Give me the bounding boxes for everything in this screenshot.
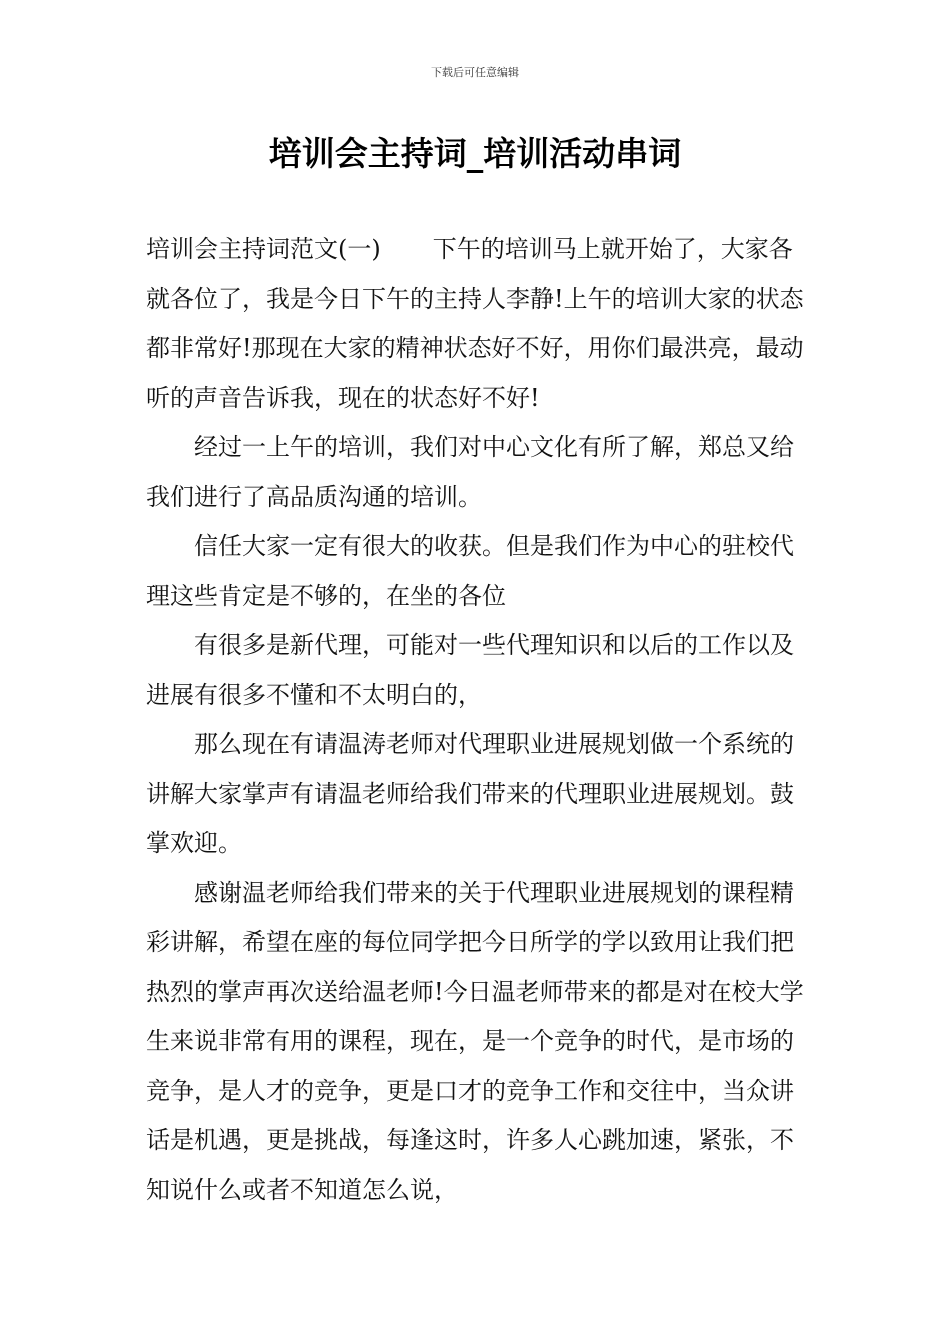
paragraph-6: 感谢温老师给我们带来的关于代理职业进展规划的课程精彩讲解，希望在座的每位同学把今日所学的学以致用让我们把热烈的掌声再次送给温老师!今日温老师带来的都是对在校大学生来说非常有用的课程，现在，是一个竞争的时代，是市场的竞争，是人才的竞争，更是口才的竞争工作和交往中，当众讲话是机遇，更是挑战，每逢这时，许多人心跳加速，紧张，不知说什么或者不知道怎么说， <box>146 878 804 1204</box>
header-note: 下载后可任意编辑 <box>431 66 519 79</box>
paragraph-5: 那么现在有请温涛老师对代理职业进展规划做一个系统的讲解大家掌声有请温老师给我们带来的代理职业进展规划。鼓掌欢迎。 <box>146 730 794 857</box>
paragraph-4: 有很多是新代理，可能对一些代理知识和以后的工作以及进展有很多不懂和不太明白的， <box>146 631 794 709</box>
document-title: 培训会主持词_培训活动串词 <box>268 134 682 173</box>
paragraph-2: 经过一上午的培训，我们对中心文化有所了解，郑总又给我们进行了高品质沟通的培训。 <box>146 433 794 511</box>
paragraph-1-text: 下午的培训马上就开始了，大家各就各位了，我是今日下午的主持人李静!上午的培训大家的状态都非常好!那现在大家的精神状态好不好，用你们最洪亮，最动听的声音告诉我，现在的状态好不好! <box>146 235 804 412</box>
paragraph-3: 信任大家一定有很大的收获。但是我们作为中心的驻校代理这些肯定是不够的，在坐的各位 <box>146 532 794 610</box>
document-body <box>146 225 806 1215</box>
paragraph-1-lead: 培训会主持词范文(一) <box>146 235 381 263</box>
paragraph-1 <box>146 225 806 423</box>
